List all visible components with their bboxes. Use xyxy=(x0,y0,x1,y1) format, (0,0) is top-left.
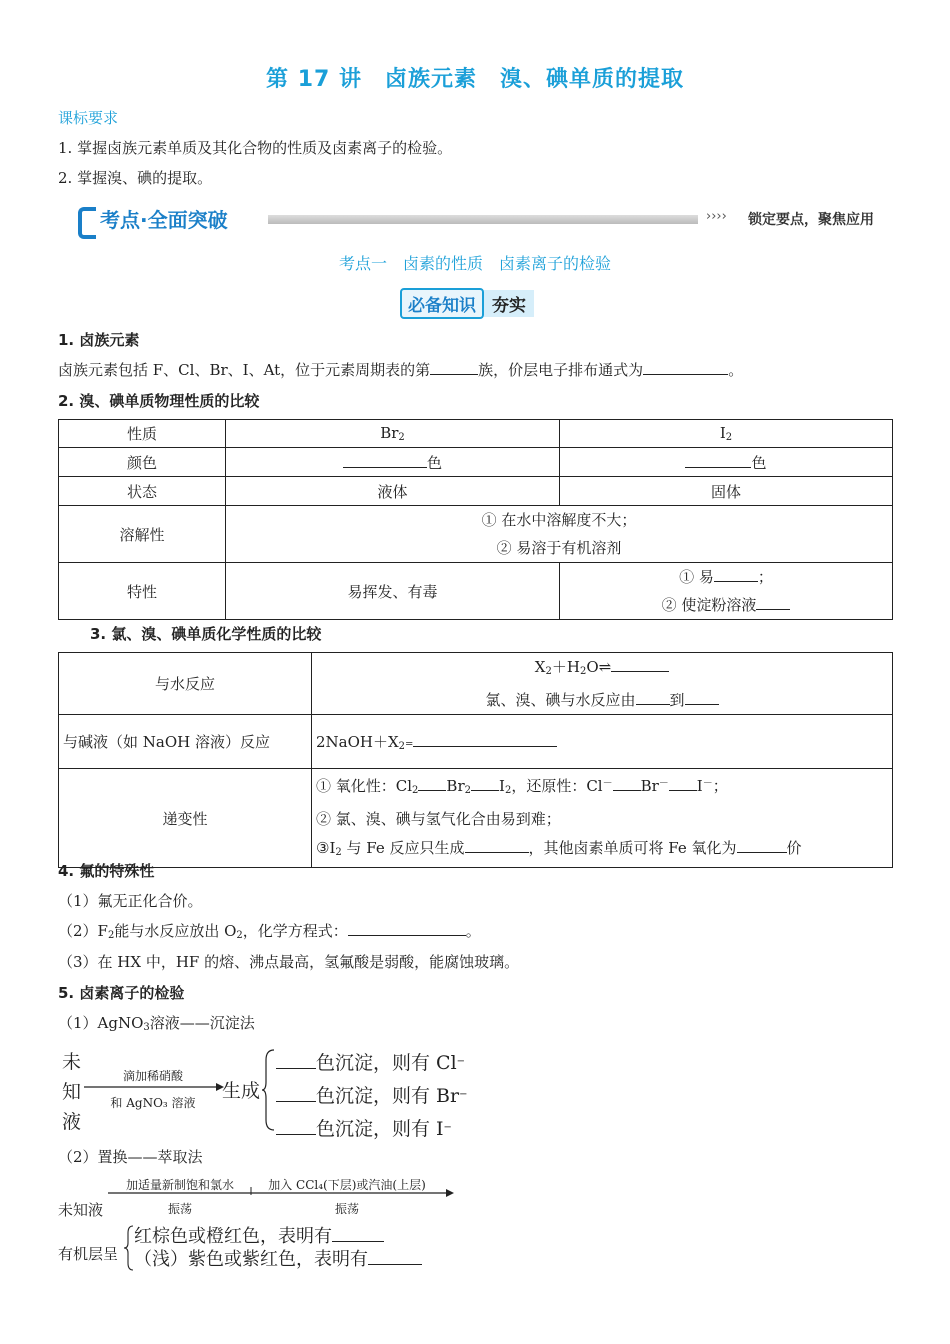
generate-label: 生成 xyxy=(222,1080,261,1102)
arrow2-bottom-label: 振荡 xyxy=(334,1202,359,1216)
curriculum-item: 2. 掌握溴、碘的提取。 xyxy=(58,169,213,187)
arrow-right-icon xyxy=(84,1080,224,1094)
section-heading: 4. 氟的特殊性 xyxy=(58,862,155,880)
arrow-top-label: 滴加稀硝酸 xyxy=(122,1069,183,1083)
section-heading: 2. 溴、碘单质物理性质的比较 xyxy=(58,392,260,410)
kaodian-heading: 考点一 卤素的性质 卤素离子的检验 xyxy=(338,254,611,273)
unknown-label: 未 知 液 xyxy=(62,1051,82,1133)
brace-icon xyxy=(262,1048,276,1132)
banner-bar xyxy=(268,215,698,224)
section-heading: 3. 氯、溴、碘单质化学性质的比较 xyxy=(90,625,322,643)
page-title: 第 17 讲 卤族元素 溴、碘单质的提取 xyxy=(266,67,684,92)
brace-icon xyxy=(124,1225,134,1271)
unknown-label: 未知液 xyxy=(58,1201,104,1219)
banner-tag: 锁定要点，聚焦应用 xyxy=(748,212,874,228)
section-text: （1）氟无正化合价。 xyxy=(58,892,203,910)
arrow-right-icon xyxy=(108,1187,454,1199)
curriculum-item: 1. 掌握卤族元素单质及其化合物的性质及卤素离子的检验。 xyxy=(58,139,453,157)
arrow2-top-label: 加入 CCl₄(下层)或汽油(上层) xyxy=(268,1178,426,1192)
banner-logo: 考点·全面突破 xyxy=(78,203,238,237)
organic-layer-label: 有机层呈 xyxy=(58,1245,119,1263)
section-banner xyxy=(58,203,893,237)
section-text: （2）置换——萃取法 xyxy=(58,1148,203,1166)
knowledge-badge xyxy=(400,288,534,316)
section-heading: 5. 卤素离子的检验 xyxy=(58,984,185,1002)
badge-box: 必备知识 xyxy=(400,288,484,319)
section-heading: 1. 卤族元素 xyxy=(58,331,140,349)
chevron-right-icon: ›››› xyxy=(706,209,727,224)
chemical-props-table: 与水反应 $X_2+H_2O\rightleftharpoons$ 氯、溴、碘与水反应由 到 与碱液（如 NaOH 溶液）反应 $2NaOH+X_2=$ 递变性 ① 氧化性：$Cl_2$ $Br_2$ $I_2$，还原性：Cl－ Br－ I－； ② 氯、溴、碘与氢气化合由易到难； $③I_2$ 与 Fe 反应只生成 ，其他卤素单质可将 Fe 氧化为 价 xyxy=(58,652,893,868)
arrow-bottom-label: 和 AgNO₃ 溶液 xyxy=(110,1096,196,1110)
arrow1-top-label: 加适量新制饱和氯水 xyxy=(125,1178,234,1192)
section-text: （3）在 HX 中，HF 的熔、沸点最高，氢氟酸是弱酸，能腐蚀玻璃。 xyxy=(58,953,520,971)
curriculum-heading: 课标要求 xyxy=(58,109,119,127)
section-text: $(2)F_2$能与水反应放出 $O_2$，化学方程式： 。 xyxy=(58,922,481,941)
organic-result-list: 红棕色或橙红色，表明有 （浅）紫色或紫红色，表明有 xyxy=(134,1225,422,1271)
physical-props-table: 性质 $Br_2$ $I_2$ 颜色 色 色 状态 液体 固体 溶解性 ① 在水中溶解度不大； ② 易溶于有机溶剂 特性 易挥发、有毒 ① 易 ； ② 使淀粉溶液 xyxy=(58,419,893,620)
section-text: 卤族元素包括 F、Cl、Br、I、At，位于元素周期表的第 族，价层电子排布通式为 。 xyxy=(58,361,744,379)
precipitate-list: 色沉淀，则有 Cl− 色沉淀，则有 Br− 色沉淀，则有 I− xyxy=(276,1046,467,1145)
section-text: （1）AgNO$_3$溶液——沉淀法 xyxy=(58,1014,255,1033)
badge-tail: 夯实 xyxy=(484,290,534,317)
arrow1-bottom-label: 振荡 xyxy=(167,1202,192,1216)
